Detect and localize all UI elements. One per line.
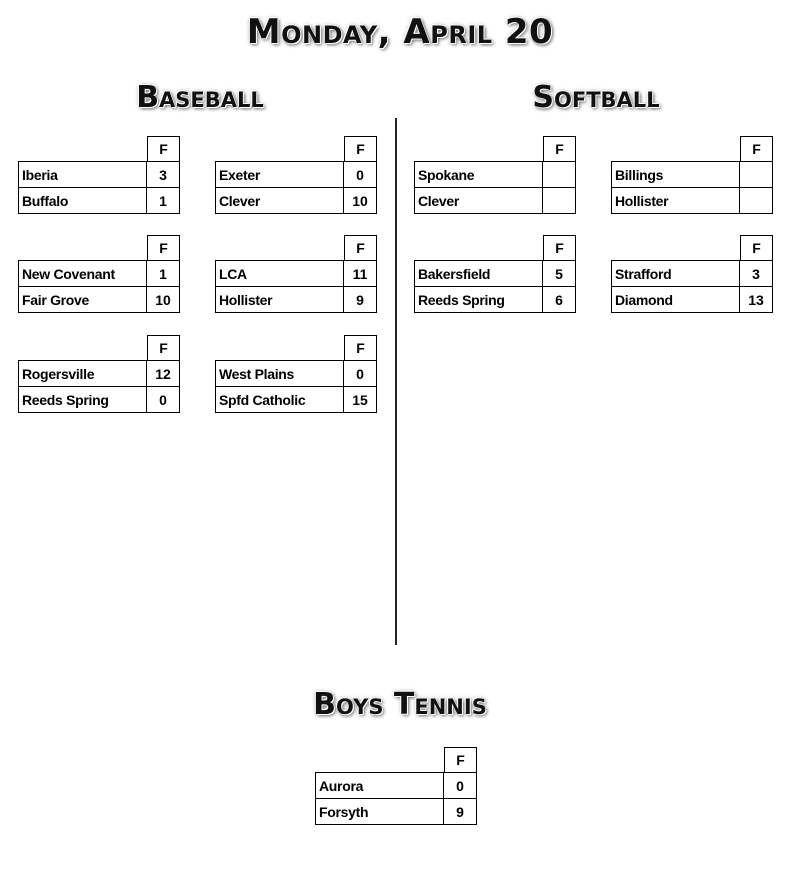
team-row xyxy=(215,387,377,413)
final-header: F xyxy=(147,136,180,161)
team-name: Fair Grove xyxy=(19,287,147,312)
team-score xyxy=(740,162,772,187)
team-row xyxy=(315,772,477,799)
team-score: 10 xyxy=(352,192,368,209)
softball-section-title: Softball xyxy=(532,80,660,115)
team-row xyxy=(18,260,180,287)
team-score xyxy=(543,162,575,187)
team-name: Strafford xyxy=(612,261,740,286)
team-name: Clever xyxy=(415,188,543,213)
team-row xyxy=(215,188,377,214)
scorebox-baseball-6 xyxy=(215,335,377,413)
team-row xyxy=(215,260,377,287)
scorebox-baseball-5 xyxy=(18,335,180,413)
team-score: 13 xyxy=(748,291,764,308)
scorebox-softball-2 xyxy=(611,136,773,214)
team-row xyxy=(315,799,477,825)
team-name: Reeds Spring xyxy=(19,387,147,412)
team-name: Iberia xyxy=(19,162,147,187)
final-header: F xyxy=(740,235,773,260)
team-row xyxy=(18,188,180,214)
team-score: 9 xyxy=(356,291,364,308)
team-name: Hollister xyxy=(612,188,740,213)
team-name: Hollister xyxy=(216,287,344,312)
scorebox-softball-4 xyxy=(611,235,773,313)
section-divider xyxy=(395,118,397,645)
team-score: 5 xyxy=(555,265,563,282)
team-row xyxy=(215,161,377,188)
team-name: Exeter xyxy=(216,162,344,187)
final-header: F xyxy=(147,235,180,260)
team-row xyxy=(611,188,773,214)
final-header: F xyxy=(344,235,377,260)
team-score: 0 xyxy=(356,365,364,382)
team-row xyxy=(414,161,576,188)
team-name: LCA xyxy=(216,261,344,286)
team-name: Billings xyxy=(612,162,740,187)
team-name: Forsyth xyxy=(316,799,444,824)
team-name: New Covenant xyxy=(19,261,147,286)
team-score: 9 xyxy=(456,803,464,820)
team-score: 15 xyxy=(352,391,368,408)
team-row xyxy=(18,161,180,188)
scorebox-baseball-2 xyxy=(215,136,377,214)
final-header: F xyxy=(543,136,576,161)
team-name: West Plains xyxy=(216,361,344,386)
team-score xyxy=(543,188,575,213)
page-title: Monday, April 20 xyxy=(246,12,554,52)
team-row xyxy=(18,387,180,413)
team-row xyxy=(611,260,773,287)
team-score: 0 xyxy=(159,391,167,408)
final-header: F xyxy=(147,335,180,360)
team-row xyxy=(18,287,180,313)
team-name: Rogersville xyxy=(19,361,147,386)
team-row xyxy=(18,360,180,387)
team-score: 11 xyxy=(352,265,368,282)
team-name: Spokane xyxy=(415,162,543,187)
team-score: 12 xyxy=(155,365,171,382)
scorebox-baseball-3 xyxy=(18,235,180,313)
team-score: 3 xyxy=(752,265,760,282)
final-header: F xyxy=(543,235,576,260)
team-name: Clever xyxy=(216,188,344,213)
team-name: Reeds Spring xyxy=(415,287,543,312)
final-header: F xyxy=(740,136,773,161)
team-row xyxy=(414,287,576,313)
scorebox-baseball-1 xyxy=(18,136,180,214)
scorebox-boys-tennis-1 xyxy=(315,747,477,825)
team-score: 0 xyxy=(456,777,464,794)
team-name: Spfd Catholic xyxy=(216,387,344,412)
team-score: 1 xyxy=(159,192,167,209)
team-score: 10 xyxy=(155,291,171,308)
team-score: 0 xyxy=(356,166,364,183)
team-row xyxy=(215,360,377,387)
team-row xyxy=(215,287,377,313)
team-score: 6 xyxy=(555,291,563,308)
final-header: F xyxy=(344,335,377,360)
team-row xyxy=(611,161,773,188)
baseball-section-title: Baseball xyxy=(136,80,264,115)
final-header: F xyxy=(344,136,377,161)
team-score: 1 xyxy=(159,265,167,282)
team-row xyxy=(414,188,576,214)
team-row xyxy=(414,260,576,287)
team-name: Diamond xyxy=(612,287,740,312)
team-name: Buffalo xyxy=(19,188,147,213)
scorebox-softball-3 xyxy=(414,235,576,313)
boys-tennis-section-title: Boys Tennis xyxy=(313,687,487,722)
final-header: F xyxy=(444,747,477,772)
scorebox-baseball-4 xyxy=(215,235,377,313)
team-row xyxy=(611,287,773,313)
team-score: 3 xyxy=(159,166,167,183)
scorebox-softball-1 xyxy=(414,136,576,214)
team-name: Bakersfield xyxy=(415,261,543,286)
team-name: Aurora xyxy=(316,773,444,798)
team-score xyxy=(740,188,772,213)
